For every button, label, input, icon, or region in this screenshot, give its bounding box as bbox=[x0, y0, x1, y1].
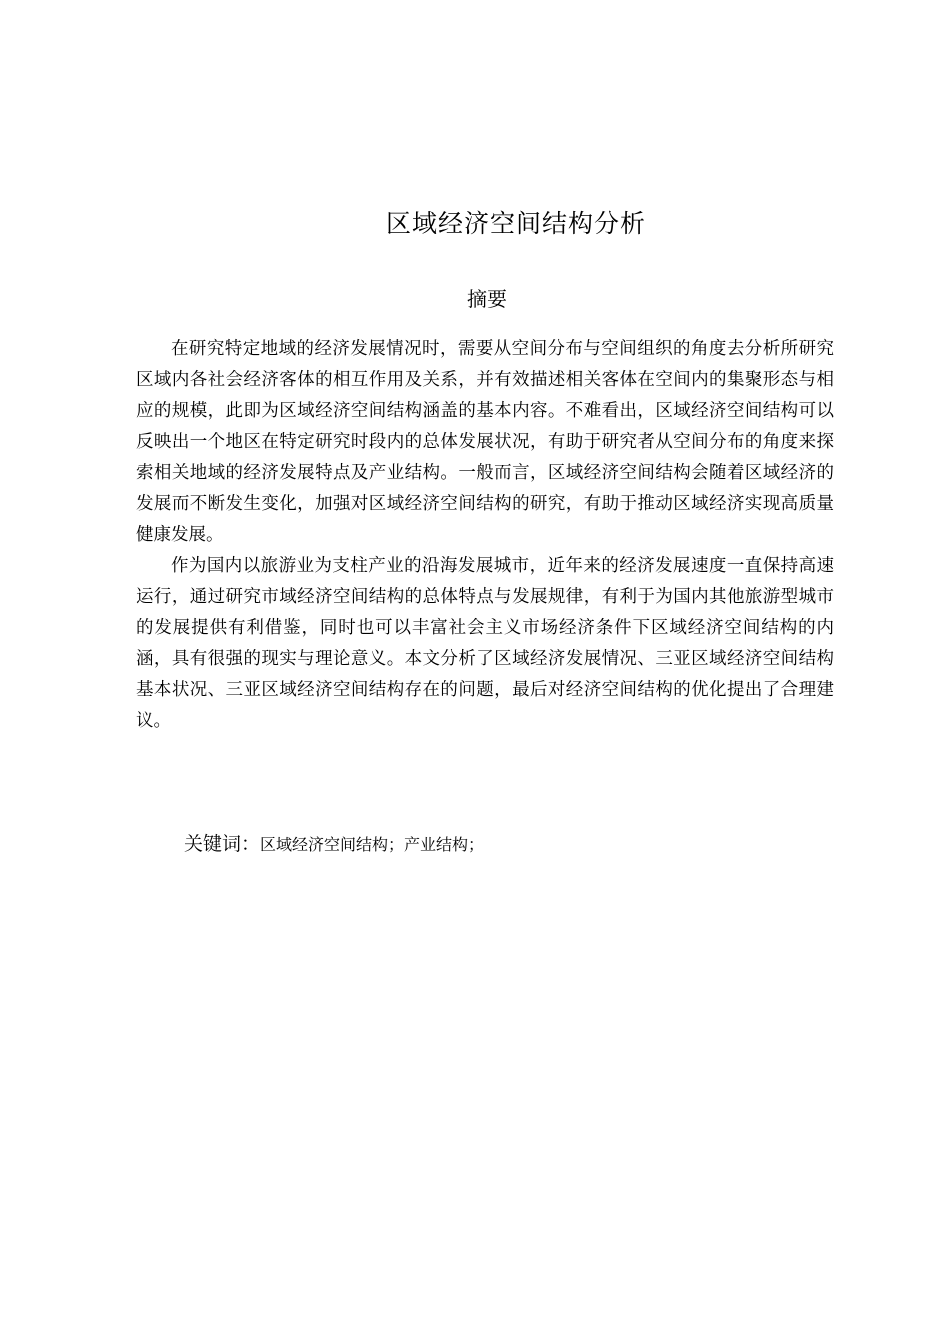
abstract-body bbox=[136, 334, 834, 737]
keywords-value: 区域经济空间结构；产业结构； bbox=[260, 835, 485, 854]
document-title: 区域经济空间结构分析 bbox=[385, 209, 646, 238]
abstract-paragraph-1: 在研究特定地域的经济发展情况时，需要从空间分布与空间组织的角度去分析所研究区域内各社会经济客体的相互作用及关系，并有效描述相关客体在空间内的集聚形态与相应的规模，此即为区域经济空间结构涵盖的基本内容。不难看出，区域经济空间结构可以反映出一个地区在特定研究时段内的总体发展状况，有助于研究者从空间分布的角度来探索相关地域的经济发展特点及产业结构。一般而言，区域经济空间结构会随着区域经济的发展而不断发生变化，加强对区域经济空间结构的研究，有助于推动区域经济实现高质量健康发展。 bbox=[136, 339, 834, 545]
keywords-label: 关键词： bbox=[184, 833, 261, 855]
keywords-line bbox=[184, 828, 484, 861]
abstract-heading: 摘要 bbox=[467, 287, 507, 311]
abstract-paragraph-2: 作为国内以旅游业为支柱产业的沿海发展城市，近年来的经济发展速度一直保持高速运行，通过研究市域经济空间结构的总体特点与发展规律，有利于为国内其他旅游型城市的发展提供有利借鉴，同时也可以丰富社会主义市场经济条件下区域经济空间结构的内涵，具有很强的现实与理论意义。本文分析了区域经济发展情况、三亚区域经济空间结构基本状况、三亚区域经济空间结构存在的问题，最后对经济空间结构的优化提出了合理建议。 bbox=[136, 556, 834, 731]
